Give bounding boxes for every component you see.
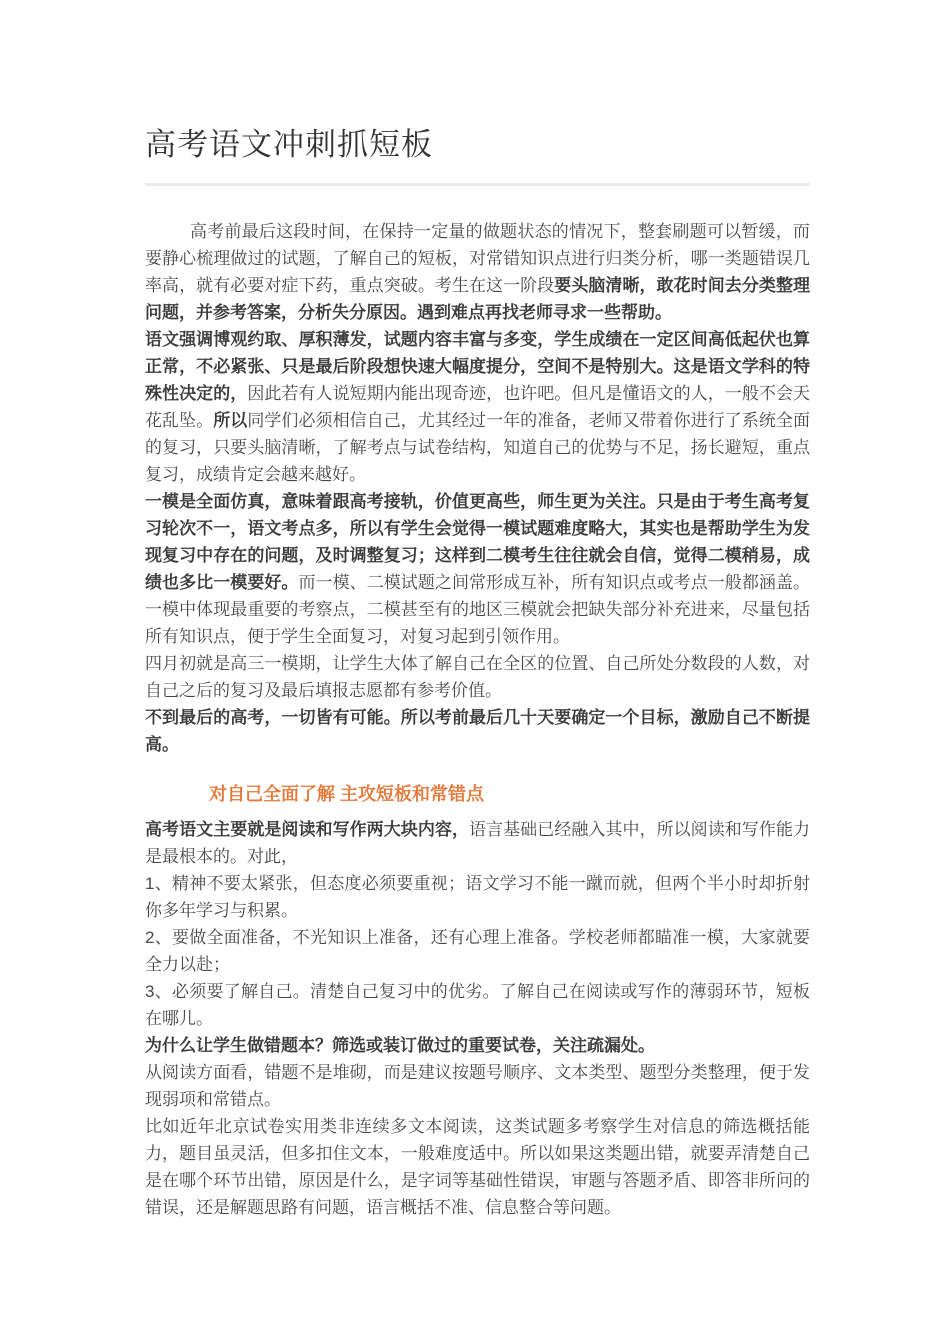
title-divider — [145, 183, 810, 186]
paragraph — [145, 326, 810, 488]
text-run: 同学们必须相信自己，尤其经过一年的准备，老师又带着你进行了系统全面的复习，只要头脑清晰，了解考点与试卷结构，知道自己的优势与不足，扬长避短，重点复习，成绩肯定会越来越好。 — [145, 411, 811, 484]
text-run: 比如近年北京试卷实用类非连续多文本阅读，这类试题多考察学生对信息的筛选概括能力，题目虽灵活，但多扣住文本，一般难度适中。所以如果这类题出错，就要弄清楚自己是在哪个环节出错，原因是什么，是字词等基础性错误，审题与答题矛盾、即答非所问的错误，还是解题思路有问题，语言概括不准、信息整合等问题。 — [145, 1117, 810, 1217]
paragraph — [145, 650, 810, 704]
text-run-bold: 一模是全面仿真，意味着跟高考接轨，价值更高些，师生更为关注。只是由于考生高考复习轮次不一，语文考点多，所以有学生会觉得一模试题难度略大，其实也是帮助学生为发现复习中存在的问题，及时调整复习；这样到二模考生往往就会自信，觉得二模稍易，成绩也多比一模要好。 — [145, 492, 810, 592]
text-run: 四月初就是高三一模期，让学生大体了解自己在全区的位置、自己所处分数段的人数，对自己之后的复习及最后填报志愿都有参考价值。 — [145, 654, 810, 700]
text-run: 从阅读方面看，错题不是堆砌，而是建议按题号顺序、文本类型、题型分类整理，便于发现弱项和常错点。 — [145, 1063, 810, 1109]
paragraph — [145, 1059, 810, 1113]
article-body — [145, 218, 810, 1221]
paragraph — [145, 870, 810, 924]
paragraph — [145, 924, 810, 978]
page-title: 高考语文冲刺抓短板 — [145, 127, 433, 162]
paragraph — [145, 704, 810, 758]
text-run: 3、必须要了解自己。清楚自己复习中的优劣。了解自己在阅读或写作的薄弱环节，短板在哪儿。 — [145, 982, 810, 1028]
text-run-bold: 语文强调博观约取、厚积薄发，试题内容丰富与多变，学生成绩在一定区间高低起伏也算正常，不必紧张、只是最后阶段想快速大幅度提分，空间不是特别大。这是语文学科的特殊性决定的， — [145, 330, 810, 403]
text-run-bold: 要头脑清晰，敢花时间去分类整理问题，并参考答案，分析失分原因。遇到难点再找老师寻求一些帮助。 — [145, 276, 811, 322]
paragraph — [145, 1032, 810, 1059]
paragraph — [145, 1113, 810, 1221]
text-run: 1、精神不要太紧张，但态度必须要重视；语文学习不能一蹴而就，但两个半小时却折射你多年学习与积累。 — [145, 874, 810, 920]
text-run: 2、要做全面准备，不光知识上准备，还有心理上准备。学校老师都瞄准一模，大家就要全力以赴； — [145, 928, 810, 974]
text-run-bold: 不到最后的高考，一切皆有可能。所以考前最后几十天要确定一个目标，激励自己不断提高。 — [145, 708, 810, 754]
text-run-bold: 高考语文主要就是阅读和写作两大块内容， — [145, 820, 469, 839]
section-heading: 对自己全面了解 主攻短板和常错点 — [209, 784, 484, 804]
paragraph — [145, 218, 810, 326]
text-run: 高考前最后这段时间，在保持一定量的做题状态的情况下，整套刷题可以暂缓，而要静心梳理做过的试题，了解自己的短板，对常错知识点进行归类分析，哪一类题错误几率高，就有必要对症下药，重点突破。考生在这一阶段 — [145, 222, 810, 295]
text-run: 语言基础已经融入其中，所以阅读和写作能力是最根本的。对此， — [145, 820, 810, 866]
paragraph — [145, 816, 810, 870]
text-run: 因此若有人说短期内能出现奇迹，也许吧。但凡是懂语文的人，一般不会天花乱坠。 — [145, 384, 811, 430]
text-run-bold: 为什么让学生做错题本？筛选或装订做过的重要试卷，关注疏漏处。 — [145, 1036, 655, 1055]
paragraph — [145, 978, 810, 1032]
paragraph — [145, 488, 810, 650]
text-run: 而一模、二模试题之间常形成互补，所有知识点或考点一般都涵盖。一模中体现最重要的考察点，二模甚至有的地区三模就会把缺失部分补充进来，尽量包括所有知识点，便于学生全面复习，对复习起到引领作用。 — [145, 573, 811, 646]
text-run-bold: 所以 — [213, 411, 248, 430]
